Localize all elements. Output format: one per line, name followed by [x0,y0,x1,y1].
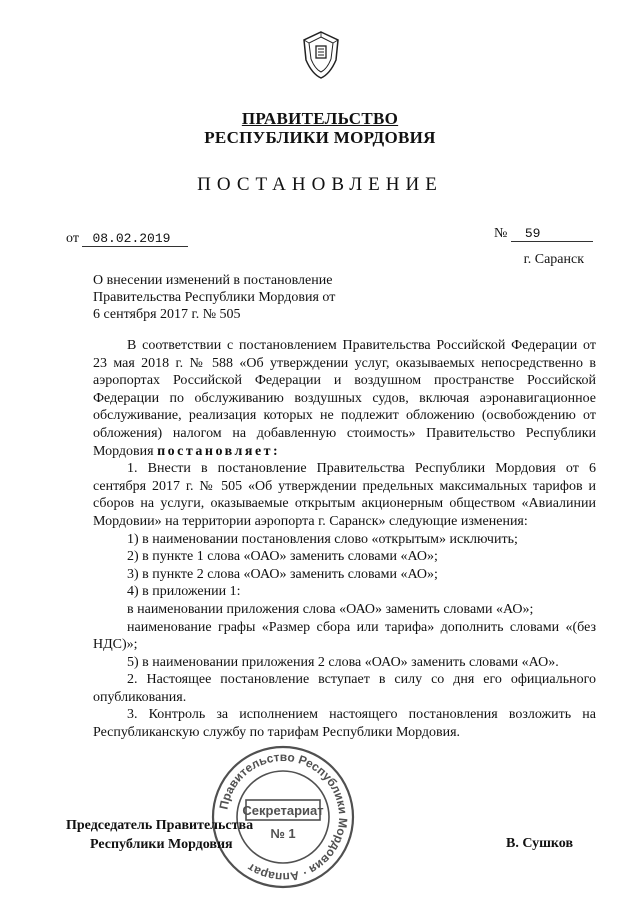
subclause-1-4b: наименование графы «Размер сбора или тарифа» дополнить словами «(без НДС)»; [93,619,596,653]
stamp-number-text: № 1 [270,826,296,841]
date-prefix: от [66,231,79,246]
document-date: 08.02.2019 [82,231,188,247]
number-line [494,226,593,242]
government-title: ПРАВИТЕЛЬСТВО [241,109,399,128]
subclause-1-4a: в наименовании приложения слова «ОАО» заменить словами «АО»; [127,601,534,617]
decree-word: постановляет: [157,443,281,459]
signatory-position-line: Республики Мордовия [90,837,233,852]
signatory-name: В. Сушков [506,836,574,851]
subclause-1-4: 4) в приложении 1: [127,584,241,600]
date-line [66,231,188,247]
subject-line: 6 сентября 2017 г. № 505 [93,307,241,322]
document-number: 59 [511,226,593,242]
document-type-title: ПОСТАНОВЛЕНИЕ [197,174,443,195]
document-body [93,337,596,742]
clause-3: 3. Контроль за исполнением настоящего постановления возложить на Республиканскую службу по тарифам Республики Мордовия. [93,707,596,741]
subclause-1-2: 2) в пункте 1 слова «ОАО» заменить словами «АО»; [127,549,438,565]
signatory-position-line: Председатель Правительства [66,818,254,833]
preamble-text: В соответствии с постановлением Правительства Российской Федерации от 23 мая 2018 г. № 588 «Об утверждении услуг, оказываемых непосредственно в аэропортах Российской Федерации и воздушном пространстве Российской Федерации по обслуживанию воздушных судов, включая аэронавигационное обслуживание, реализация которых не подлежит обложению (освобождению от обложения) налогом на добавленную стоимость» Правительство Республики Мордовия [93,338,596,459]
number-prefix: № [494,226,508,241]
subclause-1-5: 5) в наименовании приложения 2 слова «ОАО» заменить словами «АО». [127,654,559,670]
coat-of-arms-icon [300,30,342,80]
preamble-paragraph [93,337,596,460]
republic-title: РЕСПУБЛИКИ МОРДОВИЯ [204,128,436,147]
city-line: г. Саранск [523,252,584,267]
clause-1: 1. Внести в постановление Правительства Республики Мордовия от 6 сентября 2017 г. № 505 «Об утверждении предельных максимальных тарифов и сборов на услуги, оказываемые открытым акционерным обществом «Авиалинии Мордовии» на территории аэропорта г. Саранск» следующие изменения: [93,461,596,529]
subject-line: О внесении изменений в постановление [93,273,333,288]
subject-block [93,272,383,323]
signatory-position [66,816,253,854]
clause-2: 2. Настоящее постановление вступает в силу со дня его официального опубликования. [93,672,596,705]
stamp-center-text: Секретариат [242,803,324,818]
subject-line: Правительства Республики Мордовия от [93,290,336,305]
subclause-1-3: 3) в пункте 2 слова «ОАО» заменить словами «АО»; [127,566,438,582]
stamp-outer-text: Правительство Республики Мордовия · Аппарат [216,749,351,885]
subclause-1-1: 1) в наименовании постановления слово «открытым» исключить; [127,531,518,547]
